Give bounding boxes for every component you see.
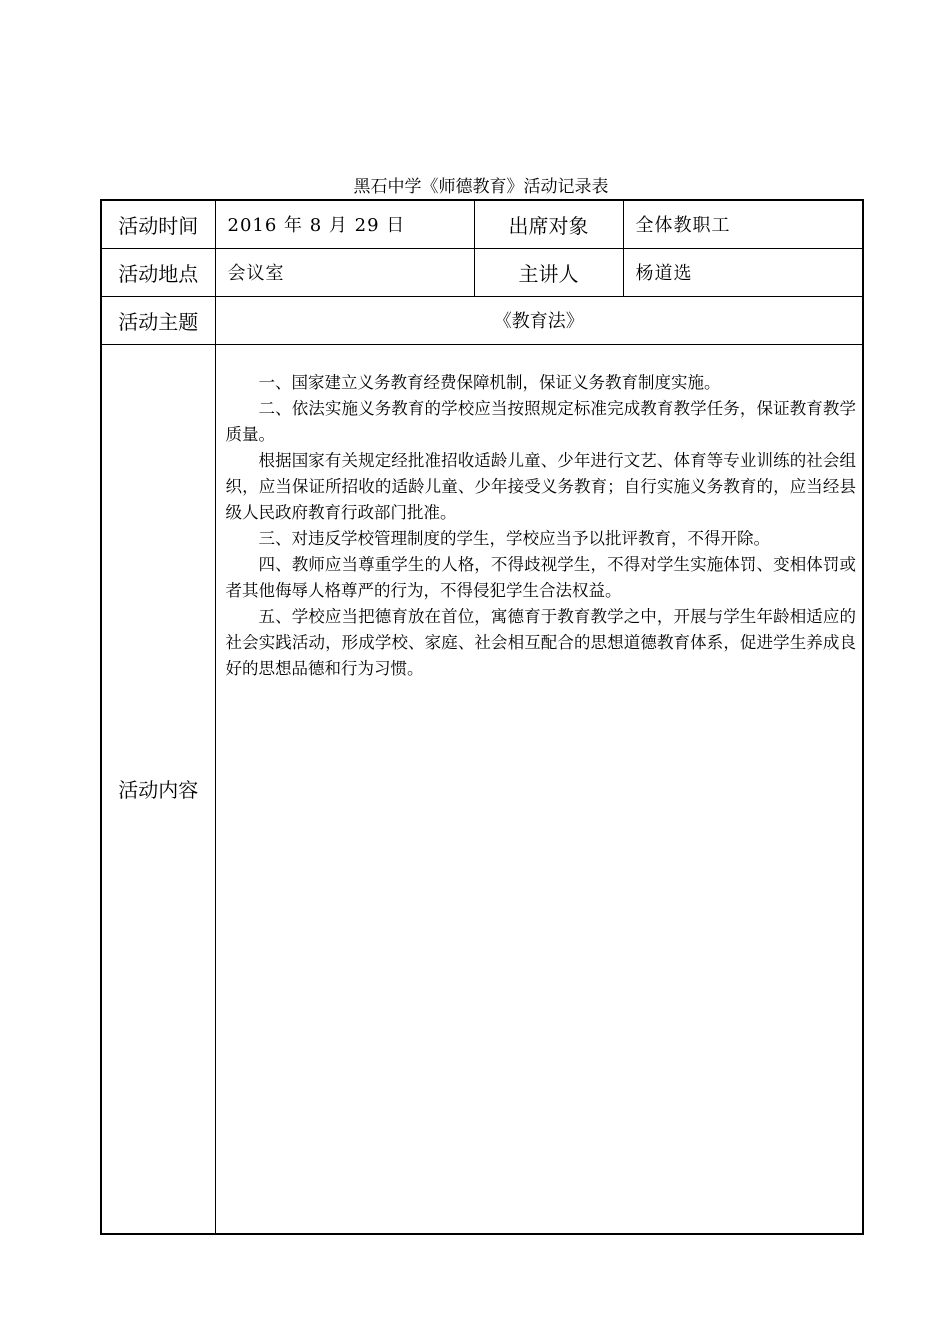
topic-value: 《教育法》 [215,296,863,344]
attendees-value: 全体教职工 [623,200,863,248]
location-value: 会议室 [215,248,474,296]
time-label: 活动时间 [101,200,215,248]
location-label: 活动地点 [101,248,215,296]
speaker-value: 杨道选 [623,248,863,296]
content-body [215,344,863,1234]
content-paragraph: 一、国家建立义务教育经费保障机制，保证义务教育制度实施。 [258,372,721,392]
content-paragraph: 根据国家有关规定经批准招收适龄儿童、少年进行文艺、体育等专业训练的社会组织，应当保证所招收的适龄儿童、少年接受义务教育；自行实施义务教育的，应当经县级人民政府教育行政部门批准。 [225,450,856,522]
activity-record-table [100,199,864,1235]
content-paragraph: 五、学校应当把德育放在首位，寓德育于教育教学之中，开展与学生年龄相适应的社会实践活动，形成学校、家庭、社会相互配合的思想道德教育体系，促进学生养成良好的思想品德和行为习惯。 [225,606,856,678]
document-title: 黑石中学《师德教育》活动记录表 [353,177,609,197]
attendees-label: 出席对象 [474,200,623,248]
content-paragraph: 二、依法实施义务教育的学校应当按照规定标准完成教育教学任务，保证教育教学质量。 [225,398,856,444]
content-label: 活动内容 [101,344,215,1234]
content-paragraph: 四、教师应当尊重学生的人格，不得歧视学生，不得对学生实施体罚、变相体罚或者其他侮辱人格尊严的行为，不得侵犯学生合法权益。 [225,554,856,600]
speaker-label: 主讲人 [474,248,623,296]
content-row [101,344,863,1234]
time-value: 2016 年 8 月 29 日 [215,200,474,248]
time-row [101,200,863,248]
topic-label: 活动主题 [101,296,215,344]
content-paragraph: 三、对违反学校管理制度的学生，学校应当予以批评教育，不得开除。 [258,528,770,548]
location-row [101,248,863,296]
topic-row [101,296,863,344]
